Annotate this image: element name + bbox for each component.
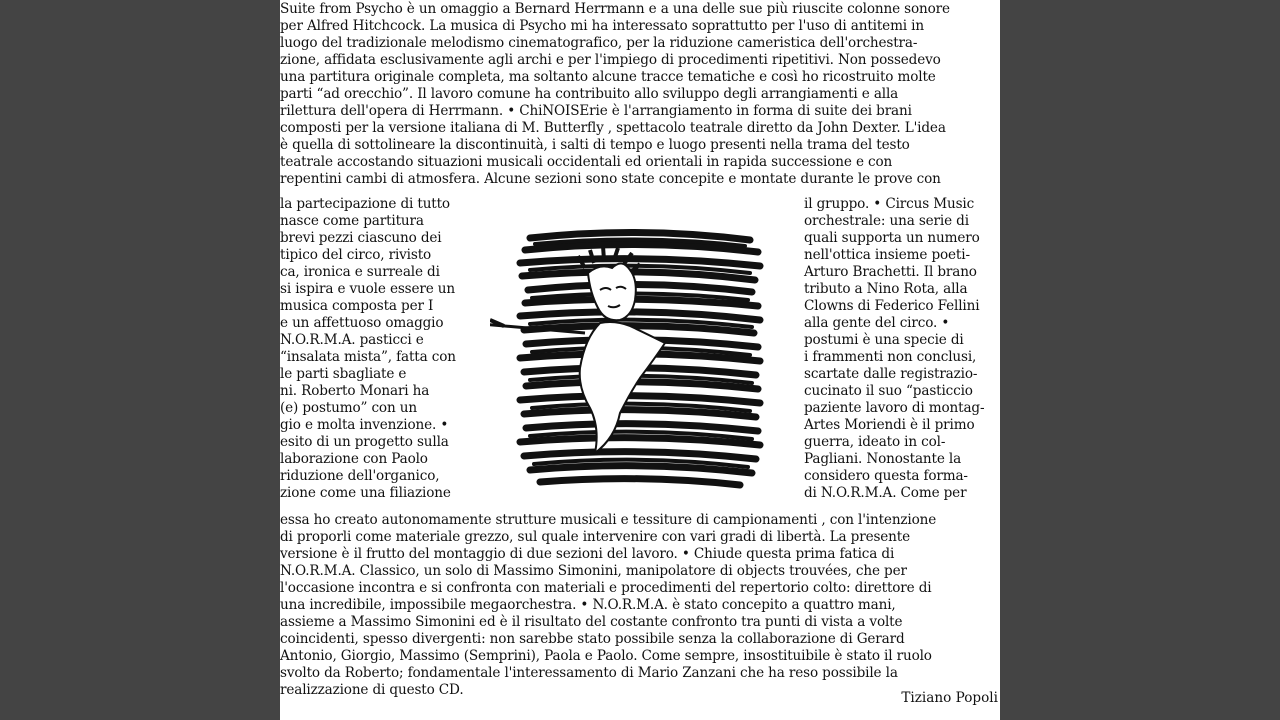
text-line: le parti sbagliate e [280,366,407,382]
text-line: la partecipazione di tutto [280,196,450,212]
text-line: “insalata mista”, fatta con [280,349,456,365]
text-line: ca, ironica e surreale di [280,264,440,280]
text-line: Antonio, Giorgio, Massimo (Semprini), Paola e Paolo. Come sempre, insostituibile è stato il ruolo [280,648,932,664]
text-line: coincidenti, spesso divergenti: non sarebbe stato possibile senza la collaborazione di Gerard [280,631,905,647]
text-line: è quella di sottolineare la discontinuità, i salti di tempo e luogo presenti nella trama del testo [280,137,910,153]
text-line: musica composta per I [280,298,434,314]
text-line: brevi pezzi ciascuno dei [280,230,442,246]
text-line: Arturo Brachetti. Il brano [804,264,977,280]
text-line: alla gente del circo. • [804,315,950,331]
text-line: scartate dalle registrazio- [804,366,978,382]
text-line: teatrale accostando situazioni musicali occidentali ed orientali in rapida successione e con [280,154,893,170]
text-line: riduzione dell'organico, [280,468,440,484]
text-line: di proporli come materiale grezzo, sul quale intervenire con vari gradi di libertà. La presente [280,529,910,545]
text-line: quali supporta un numero [804,230,980,246]
text-line: i frammenti non conclusi, [804,349,977,365]
text-line: Artes Moriendi è il primo [804,417,975,433]
text-line: tipico del circo, rivisto [280,247,432,263]
text-line: Clowns di Federico Fellini [804,298,980,314]
scanned-page [280,0,1000,720]
text-line: nell'ottica insieme poeti- [804,247,970,263]
text-line: considero questa forma- [804,468,968,484]
text-line: parti “ad orecchio”. Il lavoro comune ha contribuito allo sviluppo degli arrangiamenti e alla [280,86,899,102]
text-line: rilettura dell'opera di Herrmann. • ChiNOISErie è l'arrangiamento in forma di suite dei brani [280,103,912,119]
text-line: essa ho creato autonomamente strutture musicali e tessiture di campionamenti , con l'intenzione [280,512,937,528]
text-line: nasce come partitura [280,213,424,229]
text-line: N.O.R.M.A. pasticci e [280,332,424,348]
text-line: gio e molta invenzione. • [280,417,449,433]
text-line: svolto da Roberto; fondamentale l'interessamento di Mario Zanzani che ha reso possibile la [280,665,898,681]
text-line: luogo del tradizionale melodismo cinematografico, per la riduzione cameristica dell'orchestra- [280,35,918,51]
text-line: e un affettuoso omaggio [280,315,444,331]
text-line: per Alfred Hitchcock. La musica di Psycho mi ha interessato soprattutto per l'uso di antitemi in [280,18,924,34]
text-line: esito di un progetto sulla [280,434,449,450]
text-line: cucinato il suo “pasticcio [804,383,973,399]
text-line: una partitura originale completa, ma soltanto alcune tracce tematiche e così ho ricostruito molte [280,69,936,85]
text-line: si ispira e vuole essere un [280,281,456,297]
text-line: guerra, ideato in col- [804,434,946,450]
text-line: una incredibile, impossibile megaorchestra. • N.O.R.M.A. è stato concepito a quattro mani, [280,597,896,613]
text-line: orchestrale: una serie di [804,213,969,229]
text-line: l'occasione incontra e si confronta con materiali e procedimenti del repertorio colto: direttore di [280,580,932,596]
text-line: versione è il frutto del montaggio di due sezioni del lavoro. • Chiude questa prima fatica di [280,546,895,562]
dancer-illustration [490,208,790,508]
text-line: realizzazione di questo CD. [280,682,464,698]
text-line: (e) postumo” con un [280,400,417,416]
text-line: tributo a Nino Rota, alla [804,281,968,297]
text-line: postumi è una specie di [804,332,964,348]
text-line: composti per la versione italiana di M. Butterfly , spettacolo teatrale diretto da John Dexter. L'idea [280,120,946,136]
text-line: ni. Roberto Monari ha [280,383,430,399]
author-signature: Tiziano Popoli [901,690,998,706]
text-line: repentini cambi di atmosfera. Alcune sezioni sono state concepite e montate durante le prove con [280,171,941,187]
text-line: zione, affidata esclusivamente agli archi e per l'impiego di procedimenti ripetitivi. Non possedevo [280,52,941,68]
text-line: Pagliani. Nonostante la [804,451,962,467]
text-line: di N.O.R.M.A. Come per [804,485,967,501]
text-line: il gruppo. • Circus Music [804,196,975,212]
text-line: zione come una filiazione [280,485,451,501]
text-line: laborazione con Paolo [280,451,428,467]
text-line: N.O.R.M.A. Classico, un solo di Massimo Simonini, manipolatore di objects trouvées, che per [280,563,907,579]
text-line: paziente lavoro di montag- [804,400,985,416]
text-line: assieme a Massimo Simonini ed è il risultato del costante confronto tra punti di vista a volte [280,614,903,630]
text-line: Suite from Psycho è un omaggio a Bernard Herrmann e a una delle sue più riuscite colonne sonore [280,1,950,17]
